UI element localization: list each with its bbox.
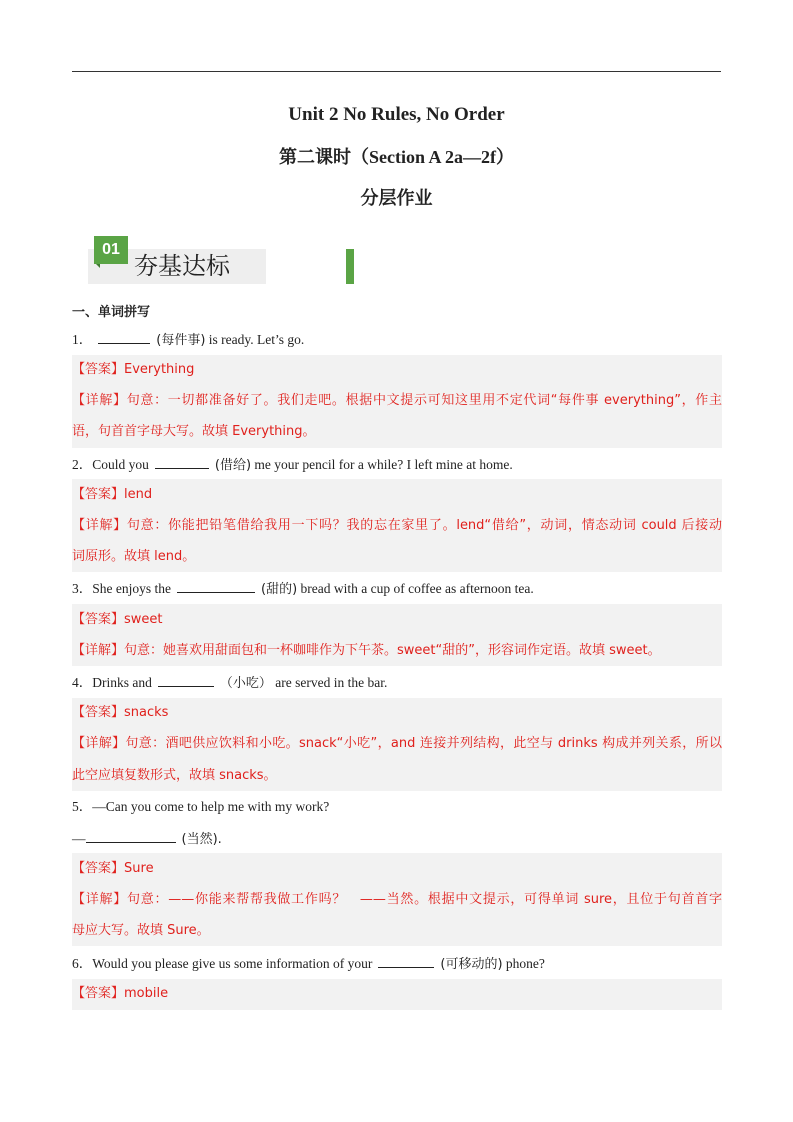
chinese-hint: (借给) bbox=[214, 458, 252, 473]
answer-1 bbox=[72, 360, 722, 380]
question-5 bbox=[72, 797, 722, 817]
detail-4-line-1 bbox=[72, 734, 722, 754]
question-2 bbox=[72, 454, 722, 476]
chinese-hint: （小吃） bbox=[219, 676, 272, 691]
banner-number: 01 bbox=[94, 236, 128, 264]
answer-tag: 【答案】 bbox=[72, 986, 125, 1001]
answer-6 bbox=[72, 984, 722, 1004]
detail-text: 句意：酒吧供应饮料和小吃。snack“小吃”，and 连接并列结构，此空与 drinks 构成并列关系，所以 bbox=[125, 736, 722, 751]
answer-3 bbox=[72, 610, 722, 630]
detail-text: 句意：一切都准备好了。我们走吧。根据中文提示可知这里用不定代词“每件事 everything”，作主 bbox=[126, 393, 722, 408]
detail-1-line-1 bbox=[72, 391, 722, 411]
question-number: 3． bbox=[72, 581, 93, 596]
answer-text: mobile bbox=[124, 986, 169, 1001]
question-text: —Can you come to help me with my work? bbox=[92, 799, 330, 814]
answer-blank bbox=[177, 578, 255, 593]
level-banner bbox=[84, 232, 274, 288]
chinese-hint: (可移动的) bbox=[440, 957, 503, 972]
answer-tag: 【答案】 bbox=[72, 861, 125, 876]
chinese-hint: (甜的) bbox=[261, 582, 298, 597]
detail-text: 句意：她喜欢用甜面包和一杯咖啡作为下午茶。sweet“甜的”，形容词作定语。故填 sweet。 bbox=[124, 643, 661, 658]
question-4 bbox=[72, 672, 722, 694]
detail-4-line-2: 此空应填复数形式，故填 snacks。 bbox=[72, 768, 277, 783]
answer-tag: 【答案】 bbox=[72, 362, 125, 377]
detail-2-line-1 bbox=[72, 516, 722, 536]
question-number: 4． bbox=[72, 675, 93, 690]
title-block bbox=[0, 100, 793, 213]
answer-text: lend bbox=[124, 487, 153, 502]
question-text: are served in the bar. bbox=[275, 675, 388, 690]
answer-text: snacks bbox=[124, 705, 169, 720]
answer-4 bbox=[72, 703, 722, 723]
detail-tag: 【详解】 bbox=[72, 518, 127, 533]
section-title: 一、单词拼写 bbox=[72, 305, 151, 320]
chinese-hint: (当然). bbox=[181, 832, 222, 847]
detail-text: 句意：你能把铅笔借给我用一下吗？我的忘在家里了。lend“借给”，动词，情态动词 could 后接动 bbox=[126, 518, 722, 533]
answer-blank bbox=[378, 953, 434, 968]
question-text: is ready. Let’s go. bbox=[208, 332, 305, 347]
question-text: Drinks and bbox=[92, 675, 152, 690]
lesson-subtitle: 第二课时（Section A 2a—2f） bbox=[278, 147, 514, 167]
detail-text: 句意：——你能来帮帮我做工作吗？ ——当然。根据中文提示，可得单词 sure，且位于句首首字 bbox=[126, 892, 722, 907]
answer-5 bbox=[72, 859, 722, 879]
detail-2-line-2: 词原形。故填 lend。 bbox=[72, 549, 196, 564]
question-number: 5． bbox=[72, 799, 93, 814]
answer-blank bbox=[155, 454, 209, 469]
detail-tag: 【详解】 bbox=[72, 393, 127, 408]
detail-tag: 【详解】 bbox=[72, 892, 127, 907]
answer-tag: 【答案】 bbox=[72, 612, 125, 627]
question-text: Could you bbox=[92, 457, 149, 472]
answer-blank bbox=[158, 672, 214, 687]
page-title: Unit 2 No Rules, No Order bbox=[288, 104, 505, 125]
question-number: 1． bbox=[72, 332, 93, 347]
answer-blank bbox=[98, 329, 150, 344]
question-text: bread with a cup of coffee as afternoon tea. bbox=[300, 581, 534, 596]
detail-5-line-2: 母应大写。故填 Sure。 bbox=[72, 923, 210, 938]
detail-3-line-1 bbox=[72, 641, 722, 661]
detail-tag: 【详解】 bbox=[72, 736, 126, 751]
detail-1-line-2: 语，句首首字母大写。故填 Everything。 bbox=[72, 424, 316, 439]
question-text: me your pencil for a while? I left mine at home. bbox=[254, 457, 513, 472]
question-text: She enjoys the bbox=[92, 581, 171, 596]
detail-5-line-1 bbox=[72, 890, 722, 910]
answer-tag: 【答案】 bbox=[72, 487, 125, 502]
reply-dash: — bbox=[72, 831, 86, 846]
question-5-reply bbox=[72, 828, 722, 850]
answer-2 bbox=[72, 485, 722, 505]
banner-label: 夯基达标 bbox=[134, 252, 230, 280]
question-text: phone? bbox=[505, 956, 545, 971]
question-number: 6． bbox=[72, 956, 93, 971]
chinese-hint: (每件事) bbox=[156, 333, 206, 348]
homework-subtitle: 分层作业 bbox=[360, 188, 433, 208]
answer-text: Everything bbox=[124, 362, 195, 377]
answer-blank bbox=[86, 828, 176, 843]
answer-text: sweet bbox=[124, 612, 163, 627]
answer-text: Sure bbox=[124, 861, 154, 876]
top-rule bbox=[72, 71, 721, 72]
answer-tag: 【答案】 bbox=[72, 705, 125, 720]
question-text: Would you please give us some information of your bbox=[92, 956, 373, 971]
detail-tag: 【详解】 bbox=[72, 643, 125, 658]
question-1 bbox=[72, 329, 722, 351]
question-number: 2． bbox=[72, 457, 93, 472]
question-6 bbox=[72, 953, 722, 975]
question-3 bbox=[72, 578, 722, 600]
banner-bar-end bbox=[346, 249, 354, 284]
